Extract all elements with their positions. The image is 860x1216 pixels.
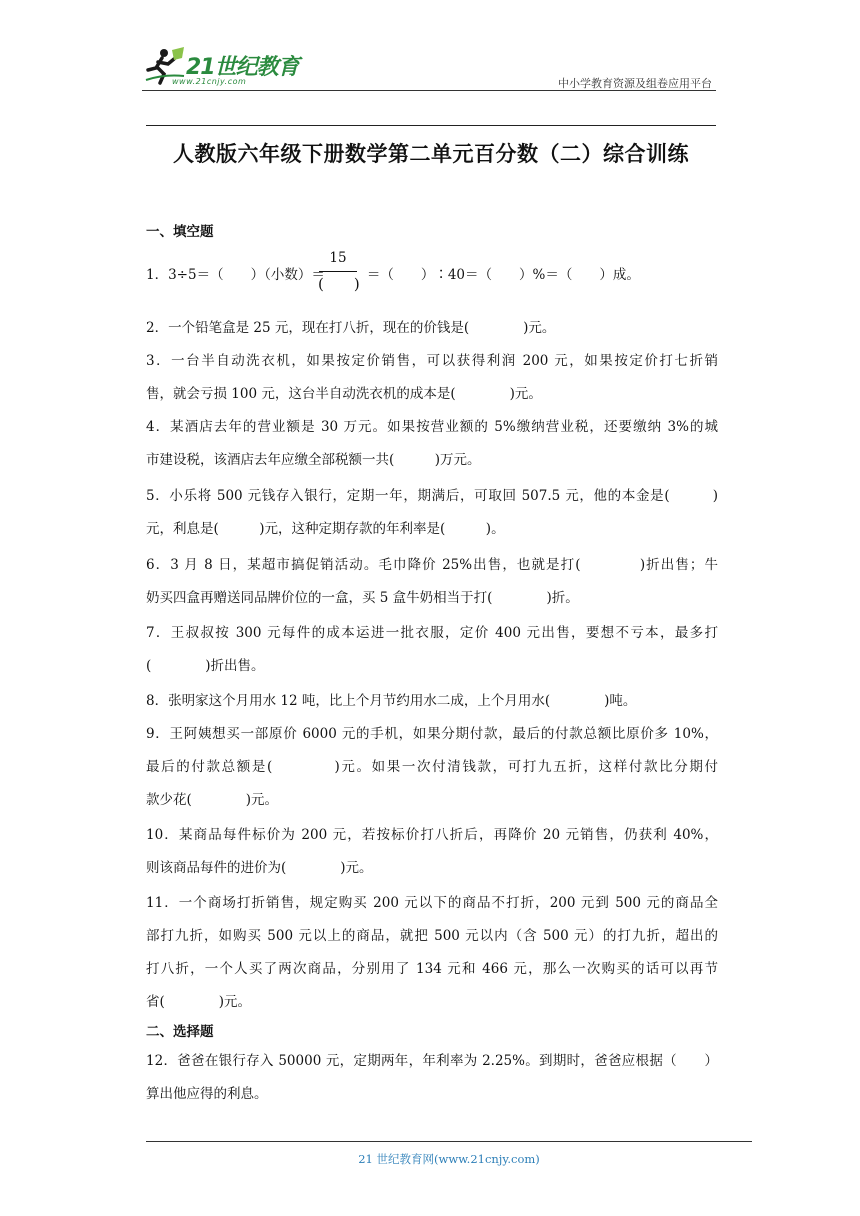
- question-line: 奶买四盒再赠送同品牌价位的一盒，买 5 盒牛奶相当于打( )折。: [146, 590, 579, 606]
- question-line: 元，利息是( )元，这种定期存款的年利率是( )。: [146, 521, 505, 537]
- question-line: 部打九折，如购买 500 元以上的商品，就把 500 元以内（含 500 元）的打九折，超出的: [146, 928, 718, 944]
- question-line: 12．爸爸在银行存入 50000 元，定期两年，年利率为 2.25%。到期时，爸爸应根据（ ）: [146, 1053, 718, 1069]
- q1-text-after: ＝（ ）∶40＝（ ）%＝（ ）成。: [366, 267, 640, 283]
- question-line: 9．王阿姨想买一部原价 6000 元的手机，如果分期付款，最后的付款总额比原价多 10%，: [146, 726, 718, 742]
- question-line: 7．王叔叔按 300 元每件的成本运进一批衣服，定价 400 元出售，要想不亏本，最多打: [146, 625, 718, 641]
- fraction-numerator: 15: [329, 250, 347, 266]
- title-divider: [146, 125, 716, 126]
- question-line: 10．某商品每件标价为 200 元，若按标价打八折后，再降价 20 元销售，仍获利 40%，: [146, 827, 718, 843]
- question-line: 4．某酒店去年的营业额是 30 万元。如果按营业额的 5%缴纳营业税，还要缴纳 3%的城: [146, 419, 718, 435]
- page-header: [142, 44, 716, 90]
- question-line: 5．小乐将 500 元钱存入银行，定期一年，期满后，可取回 507.5 元，他的本金是( ): [146, 488, 718, 504]
- question-1: [146, 263, 718, 283]
- question-line: 最后的付款总额是( )元。如果一次付清钱款，可打九五折，这样付款比分期付: [146, 759, 718, 775]
- section-fill-heading: 一、填空题: [146, 224, 214, 240]
- question-line: 3．一台半自动洗衣机，如果按定价销售，可以获得利润 200 元，如果按定价打七折销: [146, 353, 718, 369]
- question-line: 售，就会亏损 100 元，这台半自动洗衣机的成本是( )元。: [146, 386, 542, 402]
- logo-url: www.21cnjy.com: [172, 77, 247, 86]
- question-line: 8．张明家这个月用水 12 吨，比上个月节约用水二成，上个月用水( )吨。: [146, 693, 637, 709]
- question-line: 11．一个商场打折销售，规定购买 200 元以下的商品不打折，200 元到 500 元的商品全: [146, 895, 718, 911]
- header-tagline: 中小学教育资源及组卷应用平台: [558, 77, 712, 90]
- fraction-denominator: ( ): [318, 275, 360, 293]
- fraction-bar: [319, 271, 357, 272]
- question-line: ( )折出售。: [146, 658, 265, 674]
- question-line: 2．一个铅笔盒是 25 元，现在打八折，现在的价钱是( )元。: [146, 320, 556, 336]
- footer-divider: [146, 1141, 752, 1142]
- section-choice-heading: 二、选择题: [146, 1024, 214, 1040]
- question-line: 市建设税，该酒店去年应缴全部税额一共( )万元。: [146, 452, 481, 468]
- question-line: 省( )元。: [146, 994, 252, 1010]
- question-line: 则该商品每件的进价为( )元。: [146, 860, 373, 876]
- header-divider: [142, 90, 716, 91]
- page-title: 人教版六年级下册数学第二单元百分数（二）综合训练: [173, 141, 689, 166]
- page-footer: 21 世纪教育网(www.21cnjy.com): [358, 1152, 540, 1166]
- question-line: 6．3 月 8 日，某超市搞促销活动。毛巾降价 25%出售，也就是打( )折出售；牛: [146, 557, 718, 573]
- question-line: 款少花( )元。: [146, 792, 279, 808]
- q1-text-before: 1．3÷5＝（ ）（小数）＝: [146, 267, 325, 283]
- question-line: 算出他应得的利息。: [146, 1086, 268, 1102]
- logo-text: 21世纪教育: [186, 55, 299, 80]
- site-logo: [142, 44, 317, 90]
- question-line: 打八折，一个人买了两次商品，分别用了 134 元和 466 元，那么一次购买的话可以再节: [146, 961, 718, 977]
